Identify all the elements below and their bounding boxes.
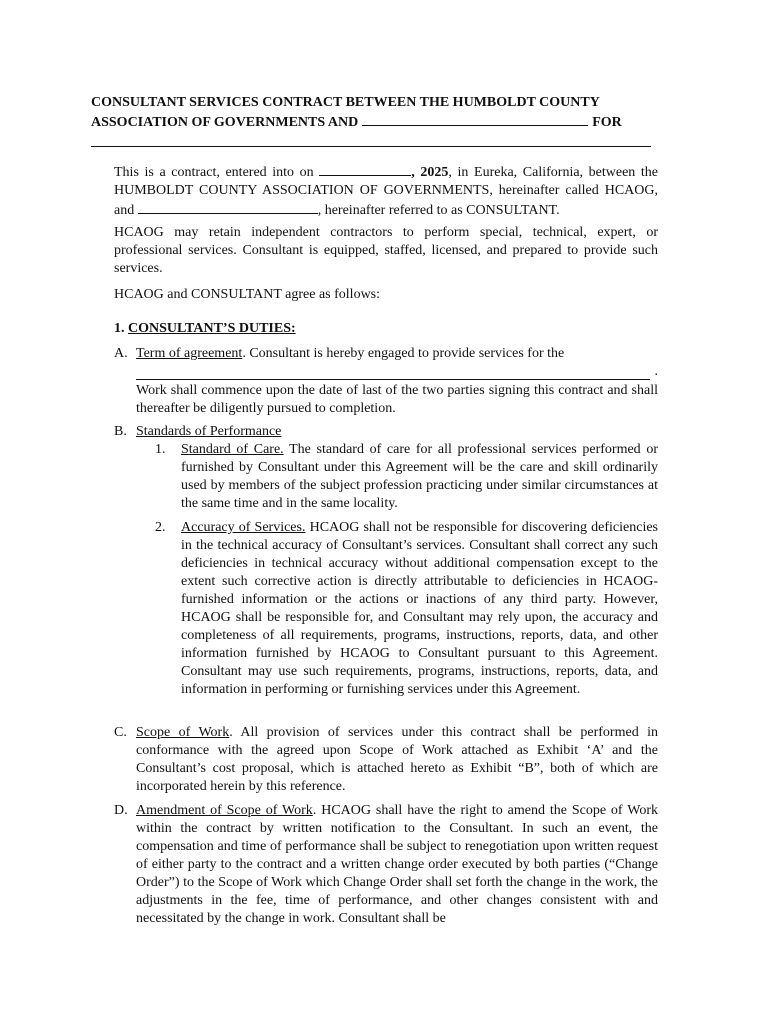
item-d-text: . HCAOG shall have the right to amend the Scope of Work within the contract by written notification to the Consultant. In such an event, the compensation and time of performance shall be subject to renegotiation upon written request of either party to the contract and a written change order executed by both parties (“Change Order”) to the Scope of Work which Change Order shall set forth the change in the work, the adjustments in the fee, time of performance, and other changes consistent with and necessitated by the change in work. Consultant shall be	[136, 803, 658, 926]
services-blank[interactable]	[136, 363, 650, 380]
item-c-body	[136, 724, 658, 796]
consultant-blank[interactable]	[138, 200, 318, 214]
item-b-sub-2	[155, 519, 658, 699]
title-line-2	[91, 112, 651, 132]
contract-title	[91, 94, 651, 132]
item-d-marker: D.	[114, 803, 128, 818]
item-a-text-a: . Consultant is hereby engaged to provide services for the	[242, 346, 565, 361]
item-c-text: . All provision of services under this contract shall be performed in conformance with the agreed upon Scope of Work attached as Exhibit ‘A’ and the Consultant’s cost proposal, which is attached hereto as Exhibit “B”, both of which are incorporated herein by this reference.	[136, 725, 658, 794]
item-c-term: Scope of Work	[136, 725, 230, 740]
contract-year: , 2025	[411, 165, 449, 180]
title-underline	[91, 146, 651, 147]
item-b-body	[136, 423, 658, 441]
section-heading-text: CONSULTANT’S DUTIES:	[128, 321, 296, 336]
item-a-text-b: Work shall commence upon the date of last of the two parties signing this contract and shall thereafter be diligently pursued to completion.	[136, 383, 658, 416]
sub-2-marker: 2.	[155, 520, 166, 535]
section-number: 1.	[114, 321, 125, 336]
item-d-term: Amendment of Scope of Work	[136, 803, 313, 818]
item-c	[114, 724, 658, 796]
item-d-body	[136, 802, 658, 928]
sub-1-term: Standard of Care.	[181, 442, 284, 457]
item-a	[114, 345, 658, 418]
item-b-heading: Standards of Performance	[136, 424, 282, 439]
item-a-period: .	[654, 364, 658, 379]
item-b	[114, 423, 658, 441]
sub-1-marker: 1.	[155, 442, 166, 457]
sub-2-term: Accuracy of Services.	[181, 520, 306, 535]
title-line-1: CONSULTANT SERVICES CONTRACT BETWEEN THE HUMBOLDT COUNTY	[91, 95, 600, 110]
intro-paragraph-3: HCAOG and CONSULTANT agree as follows:	[114, 287, 381, 302]
date-blank[interactable]	[319, 162, 411, 176]
intro-paragraph-2: HCAOG may retain independent contractors to perform special, technical, expert, or professional services. Consultant is equipped, staffed, licensed, and prepared to provide such services.	[114, 225, 658, 276]
item-d	[114, 802, 658, 928]
services-blank-line[interactable]	[136, 363, 658, 380]
title-line-2-end: FOR	[592, 115, 622, 130]
section-1-heading	[114, 320, 296, 338]
item-a-term: Term of agreement	[136, 346, 243, 361]
intro-paragraph-1	[114, 162, 658, 220]
item-a-marker: A.	[114, 346, 128, 361]
item-c-marker: C.	[114, 725, 127, 740]
item-a-body	[136, 345, 658, 418]
sub-2-text: HCAOG shall not be responsible for discovering deficiencies in the technical accuracy of Consultant’s services. Consultant shall correct any such deficiencies in technical accuracy without additional compensation except to the extent such corrective action is directly attributable to deficiencies in HCAOG-furnished information or the actions or inactions of any third party. However, HCAOG shall be responsible for, and Consultant may rely upon, the accuracy and completeness of all requirements, programs, instructions, reports, data, and other information furnished by HCAOG to Consultant pursuant to this Agreement. Consultant may use such requirements, programs, instructions, reports, data, and information in performing or furnishing services under this Agreement.	[181, 520, 658, 697]
item-b-marker: B.	[114, 424, 127, 439]
intro-text-a: This is a contract, entered into on	[114, 165, 314, 180]
sub-1-body	[181, 441, 658, 513]
consultant-name-blank[interactable]	[362, 112, 588, 126]
sub-1-text: The standard of care for all professional services performed or furnished by Consultant under this Agreement will be the care and skill ordinarily used by members of the subject profession practicing under similar circumstances at the same time and in the same locality.	[181, 442, 658, 511]
title-line-2-start: ASSOCIATION OF GOVERNMENTS AND	[91, 115, 359, 130]
intro-text-b: , in Eureka, California, between the HUMBOLDT COUNTY ASSOCIATION OF GOVERNMENTS, hereinafter called HCAOG, and	[114, 165, 659, 218]
intro-text-c: , hereinafter referred to as CONSULTANT.	[317, 203, 560, 218]
item-b-sub-1	[155, 441, 658, 513]
sub-2-body	[181, 519, 658, 699]
